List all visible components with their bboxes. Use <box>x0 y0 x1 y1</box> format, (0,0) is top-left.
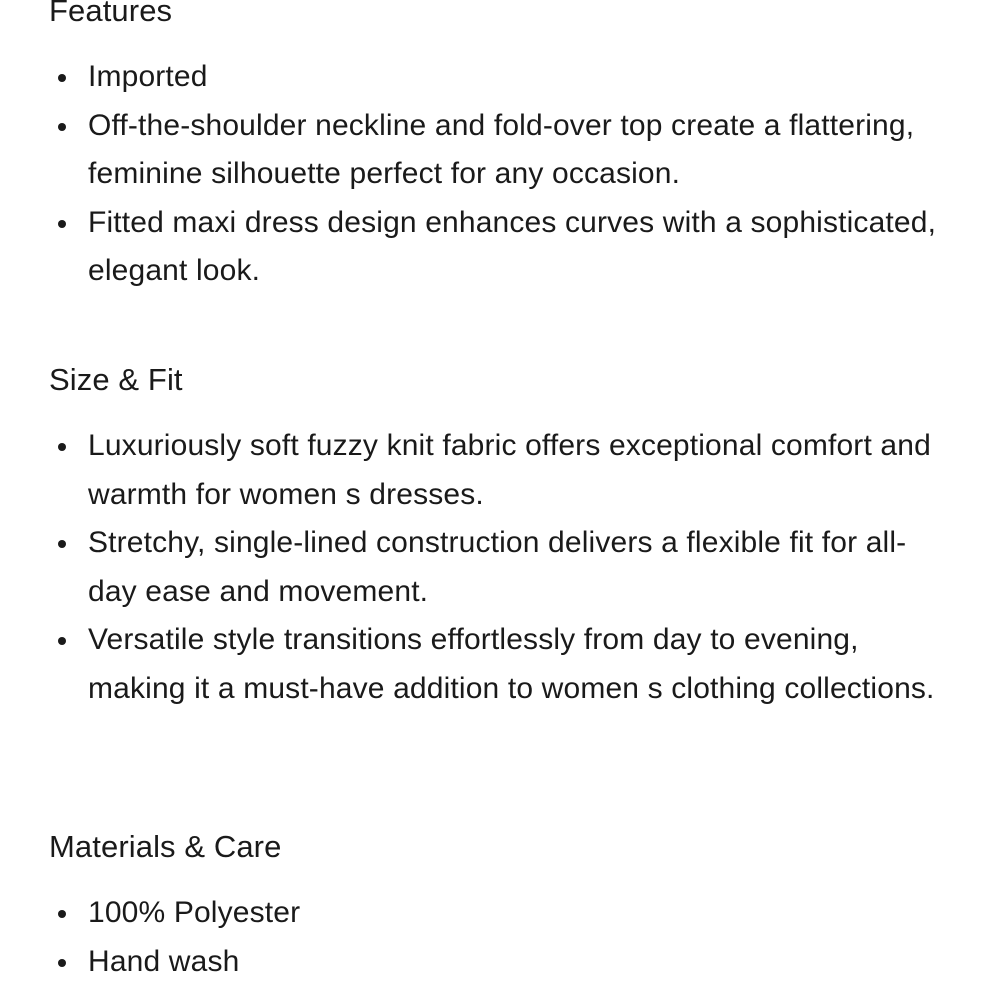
materials-care-list <box>49 889 949 986</box>
list-item <box>49 199 949 296</box>
list-item-text: Stretchy, single-lined construction delivers a flexible fit for all-day ease and movement. <box>88 526 907 608</box>
list-item <box>49 53 949 102</box>
bullet-icon <box>58 959 66 967</box>
list-item <box>49 938 949 987</box>
list-item-text: Off-the-shoulder neckline and fold-over top create a flattering, feminine silhouette perfect for any occasion. <box>88 108 915 190</box>
features-section <box>49 0 949 296</box>
bullet-icon <box>58 443 66 451</box>
list-item <box>49 616 949 713</box>
bullet-icon <box>58 637 66 645</box>
size-fit-heading: Size & Fit <box>49 362 183 397</box>
list-item <box>49 422 949 519</box>
bullet-icon <box>58 123 66 131</box>
bullet-icon <box>58 220 66 228</box>
features-heading: Features <box>49 0 173 28</box>
materials-care-heading: Materials & Care <box>49 829 282 864</box>
bullet-icon <box>58 74 66 82</box>
size-fit-section <box>49 360 949 713</box>
list-item <box>49 102 949 199</box>
bullet-icon <box>58 540 66 548</box>
list-item-text: Fitted maxi dress design enhances curves with a sophisticated, elegant look. <box>88 205 937 287</box>
bullet-icon <box>58 910 66 918</box>
list-item-text: Hand wash <box>88 944 240 978</box>
list-item-text: Versatile style transitions effortlessly from day to evening, making it a must-have addition to women s clothing collections. <box>88 623 935 705</box>
list-item-text: Imported <box>88 60 208 93</box>
list-item-text: 100% Polyester <box>88 896 301 929</box>
list-item <box>49 519 949 616</box>
materials-care-section <box>49 827 949 986</box>
size-fit-list <box>49 422 949 713</box>
features-list <box>49 53 949 296</box>
list-item-text: Luxuriously soft fuzzy knit fabric offers exceptional comfort and warmth for women s dresses. <box>88 429 931 511</box>
list-item <box>49 889 949 938</box>
